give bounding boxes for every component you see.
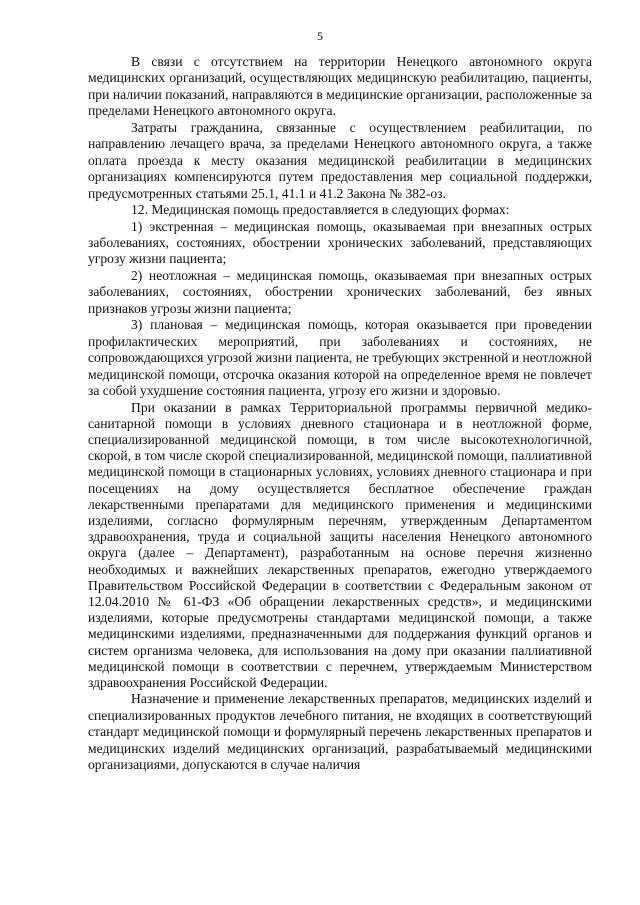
paragraph-rehabilitation-costs: Затраты гражданина, связанные с осуществлением реабилитации, по направлению лечащего врача, за пределами Ненецкого автономного округа, а также оплата проезда к месту оказания медицинской реабилитации в медицинских организациях компенсируются путем предоставления мер социальной поддержки, предусмотренных статьями 25.1, 41.1 и 41.2 Закона № 382-оз.: [88, 119, 592, 201]
paragraph-rehabilitation-referral: В связи с отсутствием на территории Ненецкого автономного округа медицинских организаций, осуществляющих медицинскую реабилитацию, пациенты, при наличии показаний, направляются в медицинские организации, расположенные за пределами Ненецкого автономного округа.: [88, 54, 592, 119]
paragraph-urgent-care: 2) неотложная – медицинская помощь, оказываемая при внезапных острых заболеваниях, состояниях, обострении хронических заболеваний, без явных признаков угрозы жизни пациента;: [88, 267, 592, 316]
page-number: 5: [317, 29, 323, 43]
paragraph-planned-care: 3) плановая – медицинская помощь, которая оказывается при проведении профилактических мероприятий, при заболеваниях и состояниях, не сопровождающихся угрозой жизни пациента, не требующих экстренной и неотложной медицинской помощи, отсрочка оказания которой на определенное время не повлечет за собой ухудшение состояния пациента, угрозу его жизни и здоровью.: [88, 317, 592, 399]
document-body: [88, 54, 592, 773]
paragraph-emergency-care: 1) экстренная – медицинская помощь, оказываемая при внезапных острых заболеваниях, состояниях, обострении хронических заболеваний, представляющих угрозу жизни пациента;: [88, 218, 592, 267]
paragraph-free-medicines: При оказании в рамках Территориальной программы первичной медико-санитарной помощи в условиях дневного стационара и в неотложной форме, специализированной медицинской помощи, в том числе высокотехнологичной, скорой, в том числе скорой специализированной, медицинской помощи, паллиативной медицинской помощи в стационарных условиях, условиях дневного стационара и при посещениях на дому осуществляется бесплатное обеспечение граждан лекарственными препаратами для медицинского применения и медицинскими изделиями, согласно формулярным перечням, утвержденным Департаментом здравоохранения, труда и социальной защиты населения Ненецкого автономного округа (далее – Департамент), разработанным на основе перечня жизненно необходимых и важнейших лекарственных препаратов, ежегодно утверждаемого Правительством Российской Федерации в соответствии с Федеральным законом от 12.04.2010 № 61-ФЗ «Об обращении лекарственных средств», и медицинскими изделиями, которые предусмотрены стандартами медицинской помощи, а также медицинскими изделиями, предназначенными для поддержания функций органов и систем организма человека, для использования на дому при оказании паллиативной медицинской помощи в соответствии с перечнем, утверждаемым Министерством здравоохранения Российской Федерации.: [88, 399, 592, 690]
paragraph-care-forms-heading: 12. Медицинская помощь предоставляется в следующих формах:: [131, 202, 510, 218]
paragraph-prescription-conditions: Назначение и применение лекарственных препаратов, медицинских изделий и специализированных продуктов лечебного питания, не входящих в соответствующий стандарт медицинской помощи и формулярный перечень лекарственных препаратов и медицинских изделий медицинских организаций, разрабатываемый медицинскими организациями, допускаются в случае наличия: [88, 691, 592, 772]
